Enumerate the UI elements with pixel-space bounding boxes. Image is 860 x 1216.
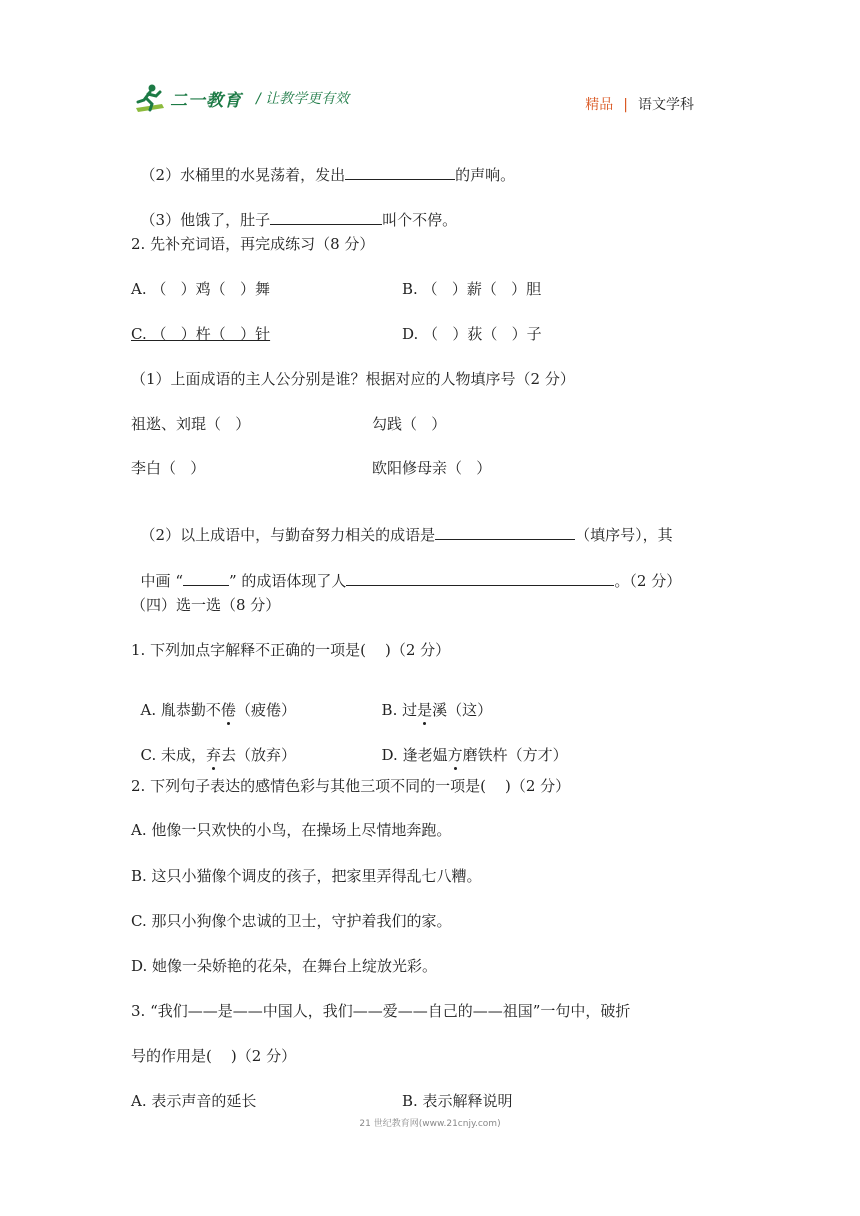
question-3-line (131, 189, 457, 230)
mc1-stem: 1. 下列加点字解释不正确的一项是( )（2 分） (131, 641, 451, 659)
answer-blank[interactable] (345, 164, 455, 180)
runner-logo-icon (132, 82, 168, 114)
answer-blank[interactable] (183, 570, 229, 586)
section-2-q2-line2 (131, 550, 681, 591)
q2-line2-mid: ” 的成语体现了人 (228, 572, 347, 590)
q2-sub-text-end: （填序号），其 (575, 526, 673, 544)
idiom-c: C. （ ）杵（ ）针 (131, 325, 271, 343)
option-text: C. 未成， (140, 746, 207, 764)
idiom-a: A. （ ）鸡（ ）舞 (131, 280, 270, 298)
page-header (132, 82, 732, 122)
mc2-stem: 2. 下列句子表达的感情色彩与其他三项不同的一项是( )（2 分） (131, 777, 571, 795)
subject-label: 语文学科 (638, 97, 694, 113)
answer-blank[interactable] (346, 570, 614, 586)
mc3-stem-line1: 3. “我们——是——中国人，我们——爱——自己的——祖国”一句中，破折 (131, 1002, 631, 1020)
page-footer: 21 世纪教育网(www.21cnjy.com) (359, 1119, 501, 1129)
mc2-option-c[interactable]: C. 那只小狗像个忠诚的卫士，守护着我们的家。 (131, 912, 452, 930)
option-text: D. 逢老媪 (381, 746, 448, 764)
option-text: A. 胤恭勤不 (140, 701, 221, 719)
q3-text-end: 叫个不停。 (382, 211, 458, 229)
mc2-option-b[interactable]: B. 这只小猫像个调皮的孩子，把家里弄得乱七八糟。 (131, 867, 482, 885)
mc3-option-b[interactable]: B. 表示解释说明 (402, 1092, 513, 1110)
mc1-option-b[interactable] (372, 680, 492, 720)
option-text: B. 过 (381, 701, 418, 719)
q3-text: （3）他饿了，肚子 (140, 211, 271, 229)
idiom-b: B. （ ）薪（ ）胆 (402, 280, 542, 298)
dotted-char: 方 (447, 746, 463, 764)
section-2-q2-line1 (131, 504, 673, 545)
section-2-title: 2. 先补充词语，再完成练习（8 分） (131, 235, 375, 253)
option-text: 磨铁杵（方才） (462, 746, 568, 764)
separator: | (623, 97, 628, 113)
answer-blank[interactable] (435, 524, 575, 540)
person-libai: 李白（ ） (131, 459, 206, 477)
option-text: 去（放弃） (221, 746, 297, 764)
option-text: （疲倦） (235, 701, 296, 719)
answer-blank[interactable] (270, 209, 382, 225)
person-zuti: 祖逖、刘琨（ ） (131, 415, 251, 433)
section-2-q1: （1）上面成语的主人公分别是谁？根据对应的人物填序号（2 分） (131, 370, 575, 388)
mc3-option-a[interactable]: A. 表示声音的延长 (131, 1092, 257, 1110)
logo (132, 82, 349, 114)
person-ouyang: 欧阳修母亲（ ） (372, 459, 492, 477)
brand-name: 二一教育 (170, 90, 242, 111)
dotted-char: 是 (417, 701, 433, 719)
slogan: / 让教学更有效 (256, 91, 350, 107)
dotted-char: 倦 (220, 701, 236, 719)
q2-text: （2）水桶里的水晃荡着，发出 (140, 166, 346, 184)
q2-line2-text: 中画 “ (140, 572, 183, 590)
section-4-title: （四）选一选（8 分） (131, 596, 281, 614)
header-right (585, 94, 694, 114)
q2-sub-text: （2）以上成语中，与勤奋努力相关的成语是 (140, 526, 436, 544)
idiom-d: D. （ ）荻（ ）子 (402, 325, 542, 343)
q2-line2-end: 。（2 分） (614, 572, 682, 590)
mc1-option-d[interactable] (372, 725, 568, 765)
person-goujian: 勾践（ ） (372, 415, 447, 433)
question-2-line (131, 144, 515, 185)
mc2-option-d[interactable]: D. 她像一朵娇艳的花朵，在舞台上绽放光彩。 (131, 957, 438, 975)
mc2-option-a[interactable]: A. 他像一只欢快的小鸟，在操场上尽情地奔跑。 (131, 821, 452, 839)
q2-text-end: 的声响。 (455, 166, 516, 184)
mc1-option-a[interactable] (131, 680, 296, 720)
dotted-char: 弃 (206, 746, 222, 764)
quality-label: 精品 (585, 97, 614, 113)
option-text: 溪（这） (432, 701, 493, 719)
mc1-option-c[interactable] (131, 725, 296, 765)
mc3-stem-line2: 号的作用是( )（2 分） (131, 1047, 297, 1065)
